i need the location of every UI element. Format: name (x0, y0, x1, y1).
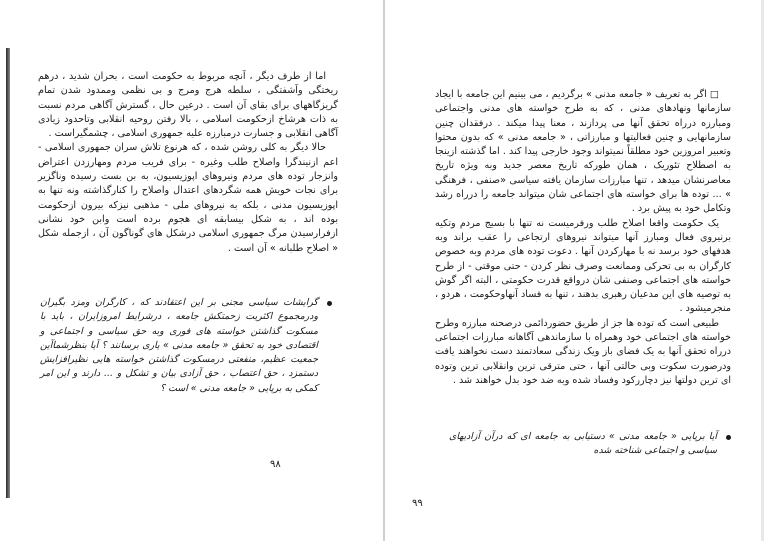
right-page-number: ۹۹ (412, 498, 423, 509)
bullet-icon (327, 301, 332, 306)
left-page-body (38, 70, 338, 256)
right-question-list (449, 430, 731, 463)
left-question-list (40, 296, 332, 400)
left-paragraph-1: اما از طرف دیگر ، آنچه مربوط به حکومت است ، بحران شدید ، درهم ریختگی وآشفتگی ، سلطه هرج ومرج و بی نظمی وممدود شدن تمام گریزگاههای برای بقای آن است . درعین حال ، گسترش آگاهی مردم نسبت به ذات هرشاخ ازحکومت اسلامی ، بالا رفتن روحیه انقلابی وتاحدود زیادی آگاهی انقلابی و جسارت درمبارزه علیه جمهوری اسلامی ، چشمگیراست . (38, 71, 338, 140)
right-question-item (449, 430, 731, 459)
right-paragraph-1: □ اگر به تعریف « جامعه مدنی » برگردیم ، می بینیم این جامعه با ایجاد سازمانها ونهادهای مدنی ، که به طرح خواسته های مدنی واجتماعی ومبارزه درراه تحقق آنها می پردازند ، معنا پیدا میکند . درفقدان چنین سازمانهایی و چنین فعالیتها و مبارزاتی ، « جامعه مدنی » که بدون محتوا وتعبیر امروزین خود مطلقاً نمیتواند وجود خارجی پیدا کند . اما گذشته ازینجا به اصطلاح تئوریک ، همان طورکه تاریخ معصر جدید وبه ویژه تاریخ معاصرنشان میدهد ، تنها مبارزات سازمان یافته سیاسی «صنفی ، فرهنگی » ... توده ها برای خواسته های اجتماعی شان میتواند جامعه را درراه رشد وتکامل خود به پیش برد . (435, 89, 731, 215)
page-edge-shadow (761, 0, 764, 541)
right-paragraph-2: یک حکومت واقعا اصلاح طلب ورفرمیست نه تنها با بسیج مردم وتکیه برنیروی فعال ومبارز آنها میتواند نیروهای ارتجاعی را عقب براند وبه هدفهای خود برسد نه با مهارکردن آنها . دعوت توده های مردم وبه خصوص کارگران به بی تحرکی وممانعت وصرف نظر کردن - حتی موقتی - از طرح خواسته های اجتماعی وصنفی شان درواقع قدرت حکومتی ، البته اگر گوش به توصیه های این مدعیان رهبری بدهند ، تنها به فساد آنهاوحکومت ، هردو ، منجرمیشود . (435, 217, 731, 315)
binding-shadow (6, 48, 10, 498)
left-page (0, 0, 383, 541)
right-page-body (435, 88, 731, 388)
right-question-text: آیا برپایی « جامعه مدنی » دستیابی به جامعه ای که درآن آزادیهای سیاسی و اجتماعی شناخته شده (449, 431, 717, 457)
left-question-item (40, 296, 332, 396)
right-page (385, 0, 768, 541)
bullet-icon (726, 435, 731, 440)
right-paragraph-3: طبیعی است که توده ها جز از طریق حضوردائمی درصحنه مبارزه وطرح خواسته های اجتماعی خود وهمراه با سازماندهی آگاهانه مبارزات اجتماعی درراه تحقق آنها به یک فضای باز ویک زندگی سعادتمند دست نخواهند یافت ودرصورت سکوت وبی حالتی آنها ، حتی مترقی ترین وانقلابی ترین وتوده ای ترین دولتها نیز دچاررکود وفساد شده وبه ضد خود بدل خواهند شد . (435, 317, 731, 386)
left-paragraph-2: حالا دیگر به کلی روشن شده ، که هرنوع تلاش سران جمهوری اسلامی - اعم ازنیندگرا واصلاح طلب وغیره - برای فریب مردم ومهارزدن اعتراض وانزجار توده های مردم ونیروهای اپوزیسیون، به بن بست رسیده وناگزیر برای نجات خویش همه شگردهای اعتدال واصلاح را کنارگذاشته ونه تنها به اپوزیسیون مدنی ، بلکه به نیروهای ملی - مذهبی نیزکه بیرون ازحکومت بوده اند ، به شکل بیسابقه ای هجوم برده است وابن خود نشانی ازفرارسیدن مرگ جمهوری اسلامی درشکل های گوناگون آن ، ازجمله شکل « اصلاح طلبانه » آن است . (38, 142, 338, 254)
left-page-number: ۹۸ (270, 459, 281, 470)
left-question-text: گرایشات سیاسی مجنی بر این اعتقادند که ، کارگران ومزد بگیران ودرمجموع اکثریت زحمتکش جامعه ، درشرایط امروزایران ، باید با مسکوت گذاشتن خواسته های فوری وبه حق سیاسی و اجتماعی و اقتصادی خود به تحقق « جامعه مدنی » یاری برسانند ؟ آیا بنظرشماآین جمعیت عظیم، منفعتی درمسکوت گذاشتن خواسته هایی نظیرافزایش دستمزد ، حق اعتصاب ، حق آزادی بیان و تشکل و ... دارند و این امر کمکی به برپایی « جامعه مدنی » است ؟ (40, 297, 318, 394)
